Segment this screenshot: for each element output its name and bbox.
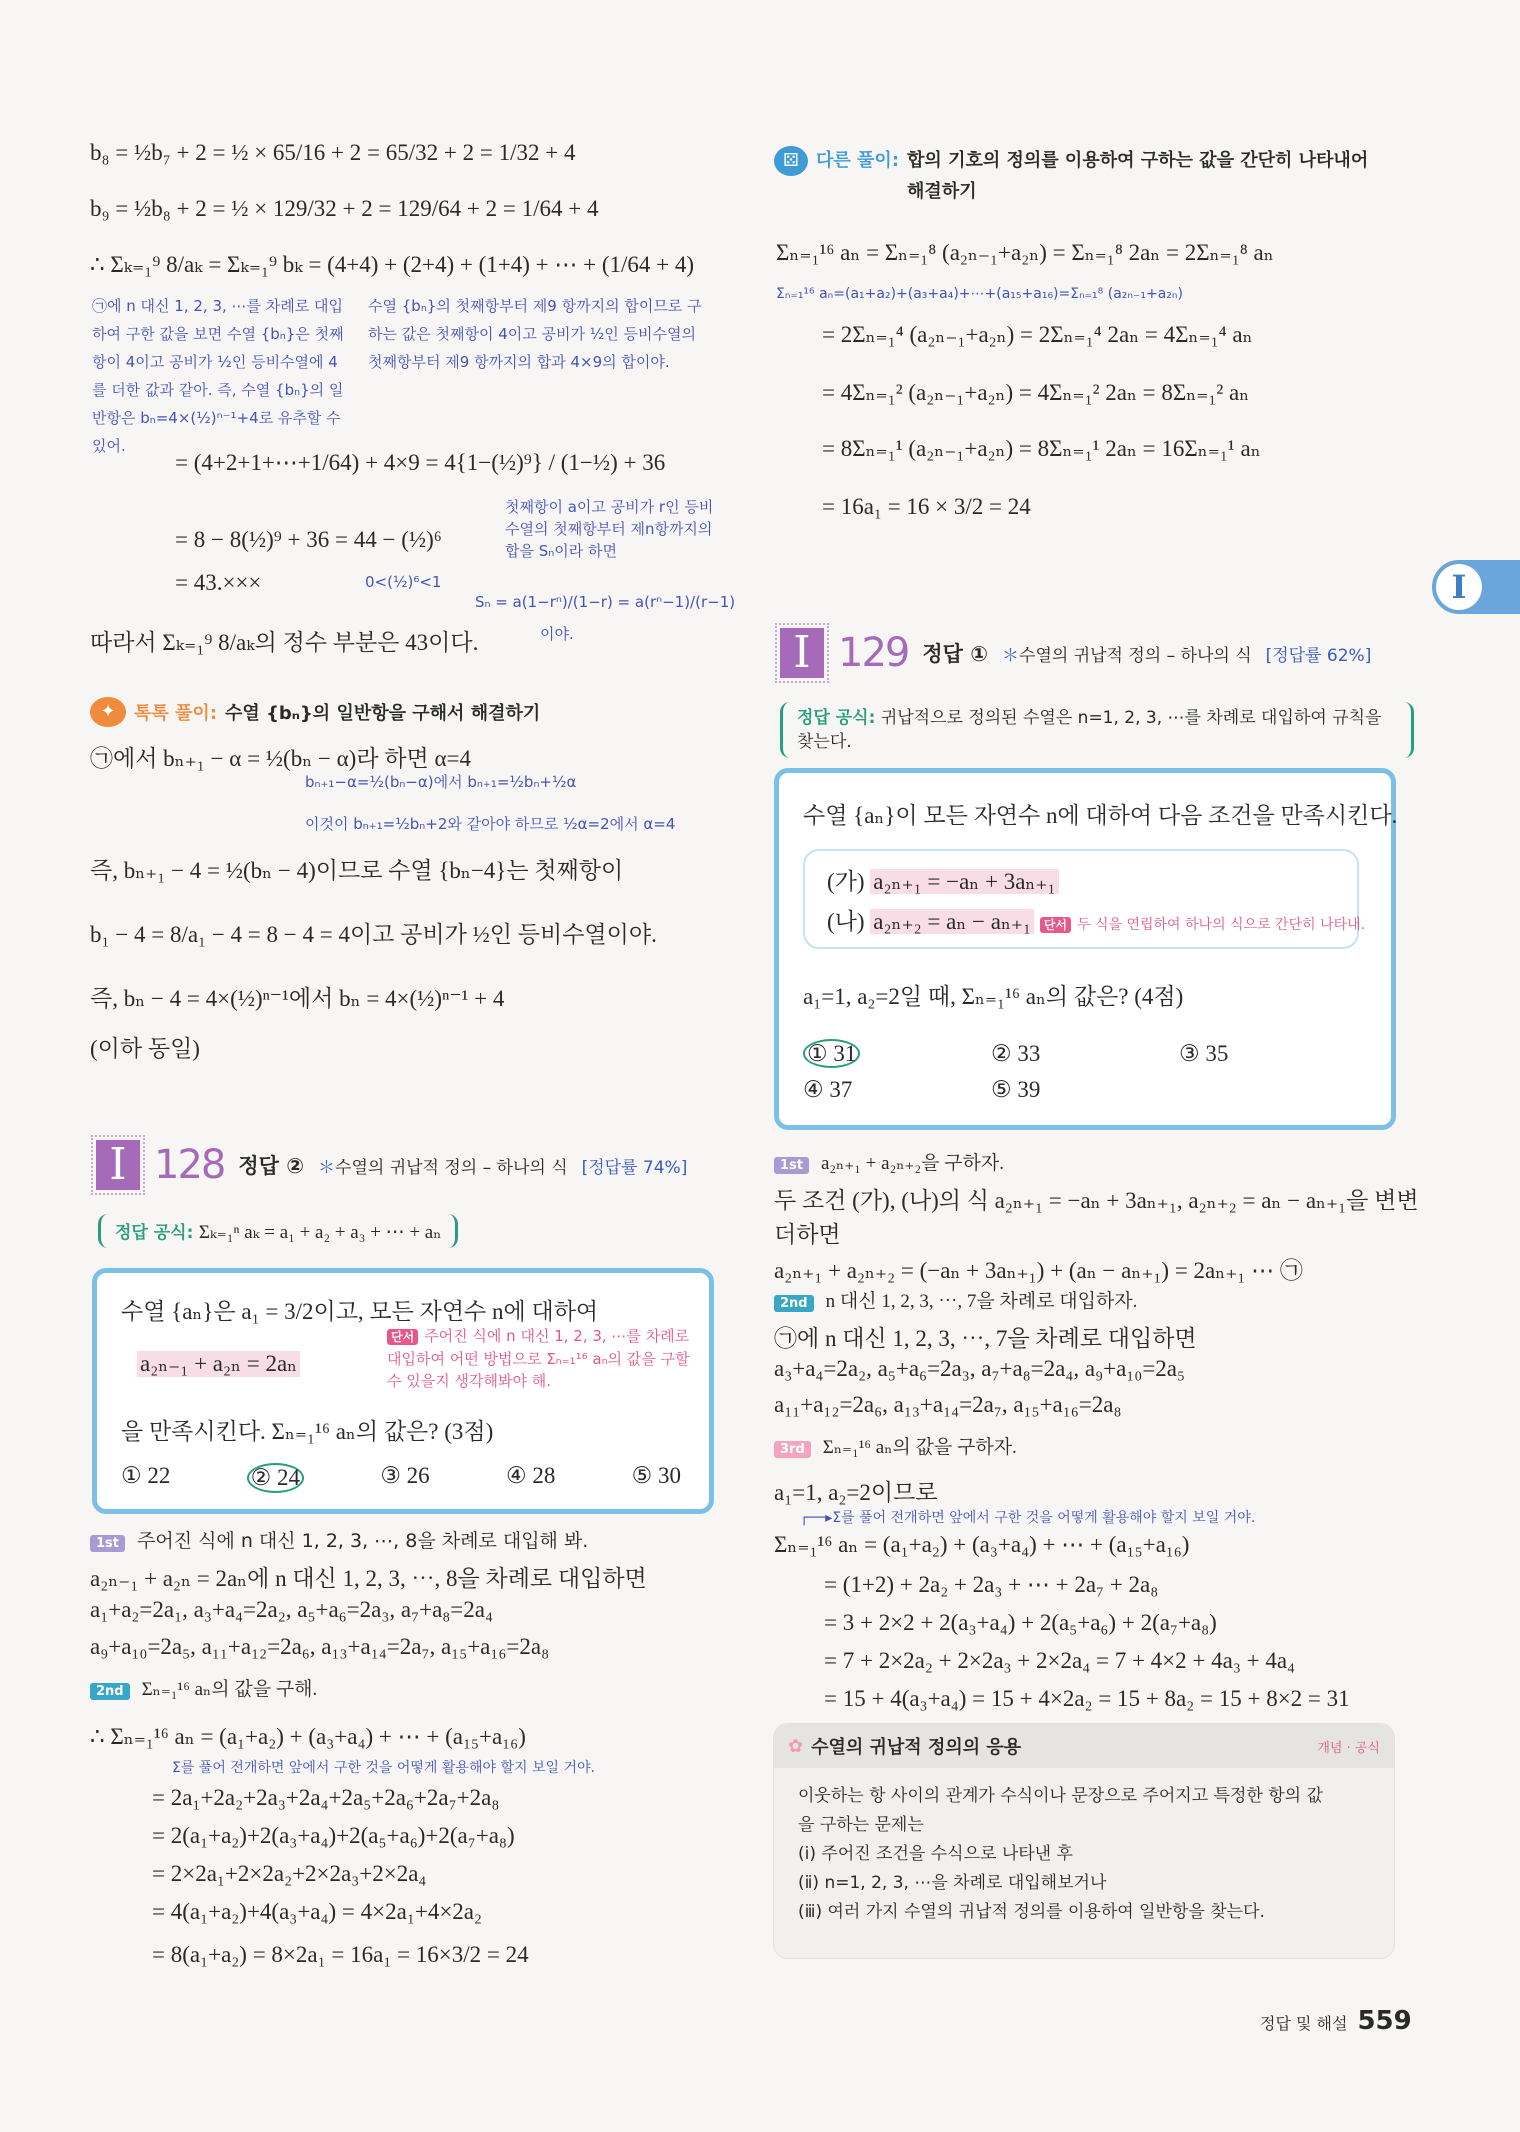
hint-tag: 단서 [1040,917,1071,933]
step-badge: 3rd [774,1441,811,1458]
choice-3[interactable]: ③ 35 [1179,1041,1229,1066]
page-footer [1260,2006,1412,2036]
choice-2-selected[interactable]: ② 24 [247,1463,304,1493]
tok-line-2: 즉, bₙ₊₁ − 4 = ½(bₙ − 4)이므로 수열 {bₙ−4}는 첫째항이 [90,858,624,883]
alt-line-4: = 8Σₙ₌₁¹ (a₂ₙ₋₁+a₂ₙ) = 8Σₙ₌₁¹ 2aₙ = 16Σₙ₌₁¹ aₙ [822,436,1261,461]
formula-text: 귀납적으로 정의된 수열은 n=1, 2, 3, ⋯를 차례로 대입하여 규칙을 찾는다. [797,708,1382,752]
s2-line-3: a₁₁+a₁₂=2a₆, a₁₃+a₁₄=2a₇, a₁₅+a₁₆=2a₈ [774,1392,1122,1417]
alt-line-1: Σₙ₌₁¹⁶ aₙ = Σₙ₌₁⁸ (a₂ₙ₋₁+a₂ₙ) = Σₙ₌₁⁸ 2aₙ = 2Σₙ₌₁⁸ aₙ [776,240,1274,265]
arrow-icon: ┌──▸ [800,1510,833,1526]
s2-line-1: ㉠에 n 대신 1, 2, 3, ⋯, 7을 차례로 대입하면 [774,1326,1197,1351]
annotation-left: ㉠에 n 대신 1, 2, 3, ⋯를 차례로 대입하여 구한 값을 보면 수열 {bₙ}은 첫째항이 4이고 공비가 ½인 등비수열에 4를 더한 값과 같아. 즉, 수열 {bₙ}의 일반항은 bₙ=4×(½)ⁿ⁻¹+4로 유추할 수 있어. [92,297,344,455]
dice-icon: ⚄ [774,146,808,176]
s1-line-1: 두 조건 (가), (나)의 식 a₂ₙ₊₁ = −aₙ + 3aₙ₊₁, a₂ₙ₊₂ = aₙ − aₙ₊₁을 변변 [774,1188,1419,1213]
s2-note: Σ를 풀어 전개하면 앞에서 구한 것을 어떻게 활용해야 할지 보일 거야. [172,1760,595,1776]
tok-solution-header [90,697,540,727]
choice-3[interactable]: ③ 26 [380,1463,430,1488]
step-1 [90,1526,588,1553]
alt-line-2: = 2Σₙ₌₁⁴ (a₂ₙ₋₁+a₂ₙ) = 2Σₙ₌₁⁴ 2aₙ = 4Σₙ₌₁⁴ aₙ [822,322,1253,347]
alt-line-5: = 16a₁ = 16 × 3/2 = 24 [822,494,1031,519]
asterisk-icon: ＊ [1002,645,1020,666]
annotation-sn-end: 이야. [540,625,574,643]
hint-text: 두 식을 연립하여 하나의 식으로 간단히 나타내. [1077,917,1366,933]
choice-1-text[interactable]: ① 31 [803,1039,860,1068]
s3-note-text: Σ를 풀어 전개하면 앞에서 구한 것을 어떻게 활용해야 할지 보일 거야. [832,1510,1256,1526]
tok-note-1: bₙ₊₁−α=½(bₙ−α)에서 bₙ₊₁=½bₙ+½α [305,773,577,791]
topic [1002,641,1252,666]
s3-line-1: a₁=1, a₂=2이므로 [774,1480,938,1505]
conclusion: 따라서 Σₖ₌₁⁹ 8/aₖ의 정수 부분은 43이다. [90,630,479,655]
question-line-2: 을 만족시킨다. Σₙ₌₁¹⁶ aₙ의 값은? (3점) [121,1419,494,1444]
step-title: 주어진 식에 n 대신 1, 2, 3, ⋯, 8을 차례로 대입해 봐. [137,1530,589,1552]
formula-label: 정답 공식: [115,1223,194,1243]
step-3 [774,1432,1017,1459]
alt-title-1: 합의 기호의 정의를 이용하여 구하는 값을 간단히 나타내어 [907,150,1369,171]
condition-b-eq: a₂ₙ₊₂ = aₙ − aₙ₊₁ [870,909,1034,934]
concept-tag: 개념 · 공식 [1317,1740,1380,1756]
formula-label: 정답 공식: [797,708,876,728]
choice-4[interactable]: ④ 37 [803,1077,853,1102]
alt-label: 다른 풀이: [816,150,900,171]
step-badge: 2nd [90,1683,130,1700]
s3-line-3: = (1+2) + 2a₂ + 2a₃ + ⋯ + 2a₇ + 2a₈ [824,1572,1159,1597]
annotation-geometric-sum: 첫째항이 a이고 공비가 r인 등비수열의 첫째항부터 제n항까지의 합을 Sₙ이라 하면 [505,498,714,560]
s1-line-3: a₂ₙ₊₁ + a₂ₙ₊₂ = (−aₙ + 3aₙ₊₁) + (aₙ − aₙ₊₁) = 2aₙ₊₁ ⋯ ㉠ [774,1258,1303,1283]
step-badge: 2nd [774,1295,814,1312]
tok-label: 톡톡 풀이: [134,703,218,724]
step-title: Σₙ₌₁¹⁶ aₙ의 값을 구하자. [822,1437,1017,1458]
s3-line-5: = 7 + 2×2a₂ + 2×2a₃ + 2×2a₄ = 7 + 4×2 + 4a₃ + 4a₄ [824,1648,1296,1673]
answer-formula [780,702,1414,758]
chapter-side-tab[interactable] [1432,560,1520,614]
choice-4[interactable]: ④ 28 [505,1463,556,1488]
answer-label: 정답 ① [922,642,989,666]
alt-title-2: 해결하기 [907,181,977,202]
concept-header [774,1724,1394,1768]
topic-text: 수열의 귀납적 정의 – 하나의 식 [335,1157,568,1178]
s3-line-2: Σₙ₌₁¹⁶ aₙ = (a₁+a₂) + (a₃+a₄) + ⋯ + (a₁₅+a₁₆) [774,1532,1190,1557]
page-number: 559 [1357,2006,1412,2036]
answer-label: 정답 ② [238,1154,305,1178]
step-1 [774,1148,1004,1175]
step-2 [774,1286,1137,1313]
problem-129-header [780,628,1371,678]
correct-rate: [정답률 62%] [1265,645,1372,666]
tok-note-2: 이것이 bₙ₊₁=½bₙ+2와 같아야 하므로 ½α=2에서 α=4 [305,815,676,833]
s1-line-3: a₉+a₁₀=2a₅, a₁₁+a₁₂=2a₆, a₁₃+a₁₄=2a₇, a₁₅+a₁₆=2a₈ [90,1634,550,1659]
condition-a-eq: a₂ₙ₊₁ = −aₙ + 3aₙ₊₁ [870,869,1058,894]
concept-body-2: 을 구하는 문제는 [798,1815,924,1835]
s2-line-6: = 8(a₁+a₂) = 8×2a₁ = 16a₁ = 16×3/2 = 24 [152,1942,529,1967]
concept-item-1: (ⅰ) 주어진 조건을 수식으로 나타낸 후 [798,1844,1073,1864]
step-badge: 1st [90,1535,125,1552]
tok-line-5: (이하 동일) [90,1036,200,1061]
correct-rate: [정답률 74%] [581,1157,688,1178]
problem-128-header [96,1140,687,1190]
tok-line-1: ㉠에서 bₙ₊₁ − α = ½(bₙ − α)라 하면 α=4 [90,746,472,771]
annotation-right: 수열 {bₙ}의 첫째항부터 제9 항까지의 합이므로 구하는 값은 첫째항이 4이고 공비가 ½인 등비수열의 첫째항부터 제9 항까지의 합과 4×9의 합이야. [368,297,702,371]
choice-2[interactable]: ② 33 [991,1041,1041,1066]
choice-1-selected[interactable] [803,1041,860,1067]
question-line-1: 수열 {aₙ}은 a₁ = 3/2이고, 모든 자연수 n에 대하여 [121,1299,599,1324]
s2-line-2: = 2a₁+2a₂+2a₃+2a₄+2a₅+2a₆+2a₇+2a₈ [152,1785,500,1810]
alt-note: Σₙ₌₁¹⁶ aₙ=(a₁+a₂)+(a₃+a₄)+⋯+(a₁₅+a₁₆)=Σₙ₌₁⁸ (a₂ₙ₋₁+a₂ₙ) [776,286,1183,302]
hint-text: 주어진 식에 n 대신 1, 2, 3, ⋯를 차례로 대입하여 어떤 방법으로 Σₙ₌₁¹⁶ aₙ의 값을 구할 수 있을지 생각해봐야 해. [387,1327,690,1390]
condition-a-label: (가) [827,869,865,894]
math-line-result: = 43.××× [175,570,262,595]
concept-item-3: (ⅲ) 여러 가지 수열의 귀납적 정의를 이용하여 일반항을 찾는다. [798,1902,1265,1922]
condition-a [827,863,1059,896]
s1-line-2: 더하면 [774,1222,841,1247]
choices [121,1463,681,1493]
s2-line-3: = 2(a₁+a₂)+2(a₃+a₄)+2(a₅+a₆)+2(a₇+a₈) [152,1823,515,1848]
concept-box [774,1724,1394,1958]
alt-title [907,146,1368,212]
tok-line-3: b₁ − 4 = 8/a₁ − 4 = 8 − 4 = 4이고 공비가 ½인 등비수열이야. [90,922,657,947]
step-badge: 1st [774,1157,809,1174]
annotation-sn-formula: Sₙ = a(1−rⁿ)/(1−r) = a(rⁿ−1)/(r−1) [475,593,736,611]
asterisk-icon: ＊ [318,1157,336,1178]
s3-note [800,1504,1255,1532]
chapter-badge: I [96,1140,140,1190]
math-line-b8: b₈ = ½b₇ + 2 = ½ × 65/16 + 2 = 65/32 + 2 = 1/32 + 4 [90,140,576,165]
math-line-geometric: = (4+2+1+⋯+1/64) + 4×9 = 4{1−(½)⁹} / (1−½) + 36 [175,450,666,475]
s2-line-2: a₃+a₄=2a₂, a₅+a₆=2a₃, a₇+a₈=2a₄, a₉+a₁₀=2a₅ [774,1356,1186,1381]
question-line-1: 수열 {aₙ}이 모든 자연수 n에 대하여 다음 조건을 만족시킨다. [803,803,1398,828]
s2-line-4: = 2×2a₁+2×2a₂+2×2a₃+2×2a₄ [152,1861,427,1886]
choice-5[interactable]: ⑤ 39 [991,1077,1041,1102]
topic [318,1153,568,1178]
choice-1[interactable]: ① 22 [121,1463,171,1488]
sparkle-icon: ✦ [90,697,126,727]
recurrence-equation: a₂ₙ₋₁ + a₂ₙ = 2aₙ [137,1351,300,1377]
s1-line-1: a₂ₙ₋₁ + a₂ₙ = 2aₙ에 n 대신 1, 2, 3, ⋯, 8을 차례로 대입하면 [90,1566,647,1591]
question-line-2: a₁=1, a₂=2일 때, Σₙ₌₁¹⁶ aₙ의 값은? (4점) [803,984,1184,1009]
s2-line-1: ∴ Σₙ₌₁¹⁶ aₙ = (a₁+a₂) + (a₃+a₄) + ⋯ + (a₁₅+a₁₆) [90,1724,526,1749]
math-line-evaluate: = 8 − 8(½)⁹ + 36 = 44 − (½)⁶ [175,527,442,552]
side-tab-label: I [1436,564,1482,610]
problem-number: 128 [154,1142,225,1188]
problem-number: 129 [838,630,909,676]
step-title: n 대신 1, 2, 3, ⋯, 7을 차례로 대입하자. [825,1291,1138,1312]
concept-body [774,1768,1394,1941]
flower-icon: ✿ [788,1735,804,1757]
topic-text: 수열의 귀납적 정의 – 하나의 식 [1019,645,1252,666]
alt-solution-header [774,146,1368,212]
concept-item-2: (ⅱ) n=1, 2, 3, ⋯을 차례로 대입해보거나 [798,1873,1107,1893]
problem-129-box [774,768,1396,1130]
concept-body-1: 이웃하는 항 사이의 관계가 수식이나 문장으로 주어지고 특정한 항의 값 [798,1786,1323,1806]
condition-b [827,903,1365,940]
annotation-bound: 0<(½)⁶<1 [365,573,442,591]
hint [387,1325,692,1392]
s1-line-2: a₁+a₂=2a₁, a₃+a₄=2a₂, a₅+a₆=2a₃, a₇+a₈=2a₄ [90,1597,493,1622]
choice-5[interactable]: ⑤ 30 [631,1463,681,1488]
s3-line-4: = 3 + 2×2 + 2(a₃+a₄) + 2(a₅+a₆) + 2(a₇+a₈) [824,1610,1217,1635]
problem-128-box [92,1268,714,1514]
s2-line-5: = 4(a₁+a₂)+4(a₃+a₄) = 4×2a₁+4×2a₂ [152,1899,483,1924]
step-title: Σₙ₌₁¹⁶ aₙ의 값을 구해. [141,1679,318,1700]
tok-title: 수열 {bₙ}의 일반항을 구해서 해결하기 [225,703,541,724]
conditions-box [803,849,1366,949]
step-2 [90,1674,317,1701]
chapter-badge: I [780,628,824,678]
math-line-b9: b₉ = ½b₈ + 2 = ½ × 129/32 + 2 = 129/64 + 2 = 1/64 + 4 [90,196,599,221]
condition-b-label: (나) [827,909,865,934]
alt-line-3: = 4Σₙ₌₁² (a₂ₙ₋₁+a₂ₙ) = 4Σₙ₌₁² 2aₙ = 8Σₙ₌₁² aₙ [822,380,1250,405]
answer-formula [98,1214,458,1248]
tok-line-4: 즉, bₙ − 4 = 4×(½)ⁿ⁻¹에서 bₙ = 4×(½)ⁿ⁻¹ + 4 [90,986,505,1011]
hint-tag: 단서 [387,1329,418,1345]
formula-text: Σₖ₌₁ⁿ aₖ = a₁ + a₂ + a₃ + ⋯ + aₙ [198,1222,442,1243]
step-title: a₂ₙ₊₁ + a₂ₙ₊₂을 구하자. [821,1153,1004,1174]
s3-line-6: = 15 + 4(a₃+a₄) = 15 + 4×2a₂ = 15 + 8a₂ = 15 + 8×2 = 31 [824,1686,1350,1711]
concept-title: 수열의 귀납적 정의의 응용 [811,1737,1022,1758]
math-line-sum: ∴ Σₖ₌₁⁹ 8/aₖ = Σₖ₌₁⁹ bₖ = (4+4) + (2+4) + (1+4) + ⋯ + (1/64 + 4) [90,252,695,277]
footer-section: 정답 및 해설 [1260,2014,1348,2033]
